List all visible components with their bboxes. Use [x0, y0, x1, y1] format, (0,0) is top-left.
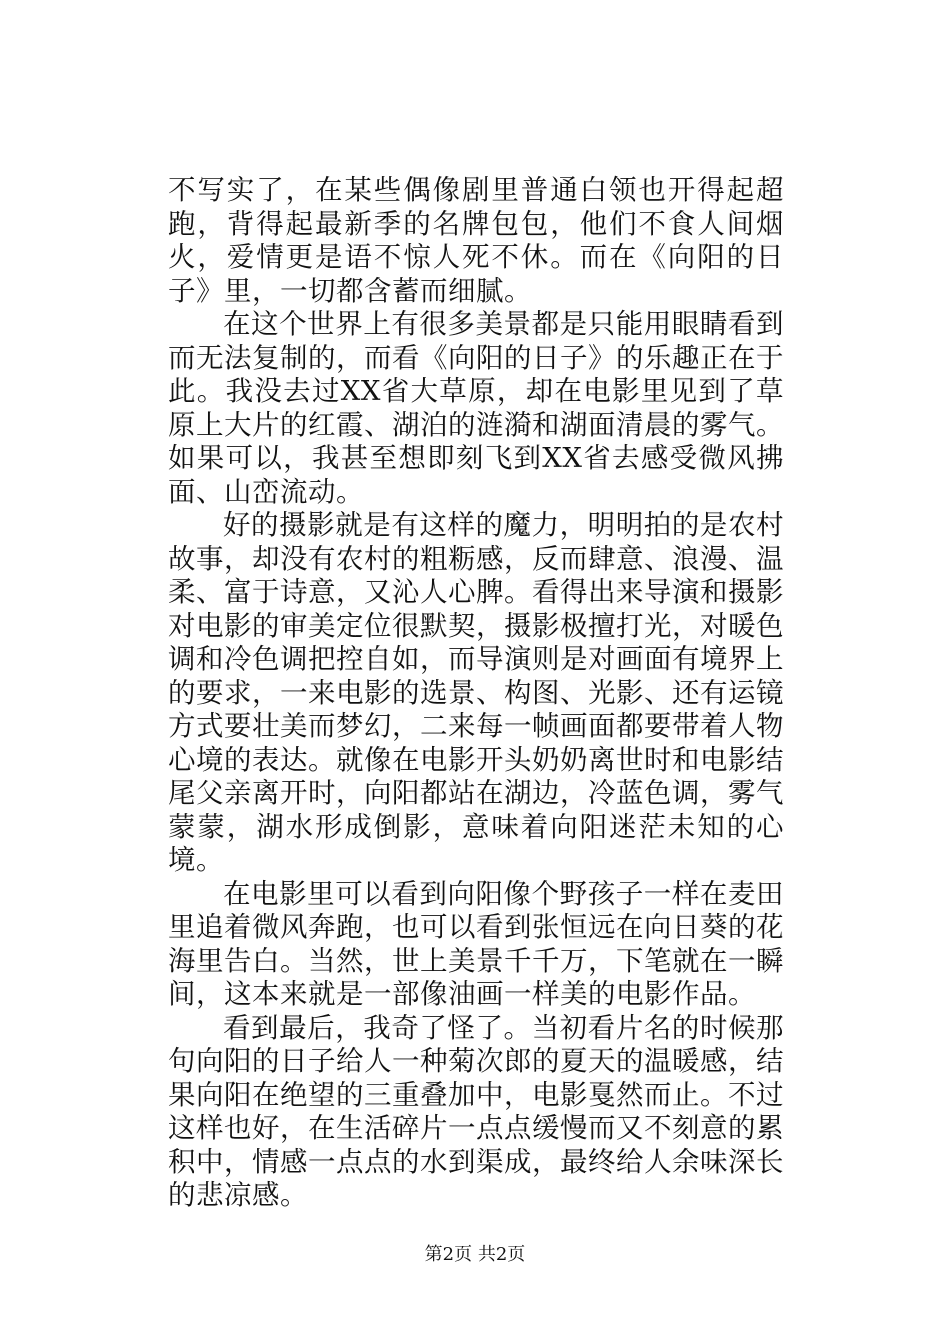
body-text — [168, 174, 784, 1213]
paragraph-4: 在电影里可以看到向阳像个野孩子一样在麦田里追着微风奔跑，也可以看到张恒远在向日葵的花海里告白。当然，世上美景千千万，下笔就在一瞬间，这本来就是一部像油画一样美的电影作品。 — [168, 877, 784, 1010]
paragraph-2: 在这个世界上有很多美景都是只能用眼睛看到而无法复制的，而看《向阳的日子》的乐趣正在于此。我没去过XX省大草原，却在电影里见到了草原上大片的红霞、湖泊的涟漪和湖面清晨的雾气。如果可以，我甚至想即刻飞到XX省去感受微风拂面、山峦流动。 — [168, 308, 784, 508]
page-number-footer: 第2页 共2页 — [424, 1244, 526, 1265]
paragraph-5: 看到最后，我奇了怪了。当初看片名的时候那句向阳的日子给人一种菊次郎的夏天的温暖感，结果向阳在绝望的三重叠加中，电影戛然而止。不过这样也好，在生活碎片一点点缓慢而又不刻意的累积中，情感一点点的水到渠成，最终给人余味深长的悲凉感。 — [168, 1011, 784, 1211]
paragraph-1: 不写实了，在某些偶像剧里普通白领也开得起超跑，背得起最新季的名牌包包，他们不食人间烟火，爱情更是语不惊人死不休。而在《向阳的日子》里，一切都含蓄而细腻。 — [168, 174, 784, 307]
paragraph-3: 好的摄影就是有这样的魔力，明明拍的是农村故事，却没有农村的粗粝感，反而肆意、浪漫、温柔、富于诗意，又沁人心脾。看得出来导演和摄影对电影的审美定位很默契，摄影极擅打光，对暖色调和冷色调把控自如，而导演则是对画面有境界上的要求，一来电影的选景、构图、光影、还有运镜方式要壮美而梦幻，二来每一帧画面都要带着人物心境的表达。就像在电影开头奶奶离世时和电影结尾父亲离开时，向阳都站在湖边，冷蓝色调，雾气蒙蒙，湖水形成倒影，意味着向阳迷茫未知的心境。 — [168, 509, 784, 876]
